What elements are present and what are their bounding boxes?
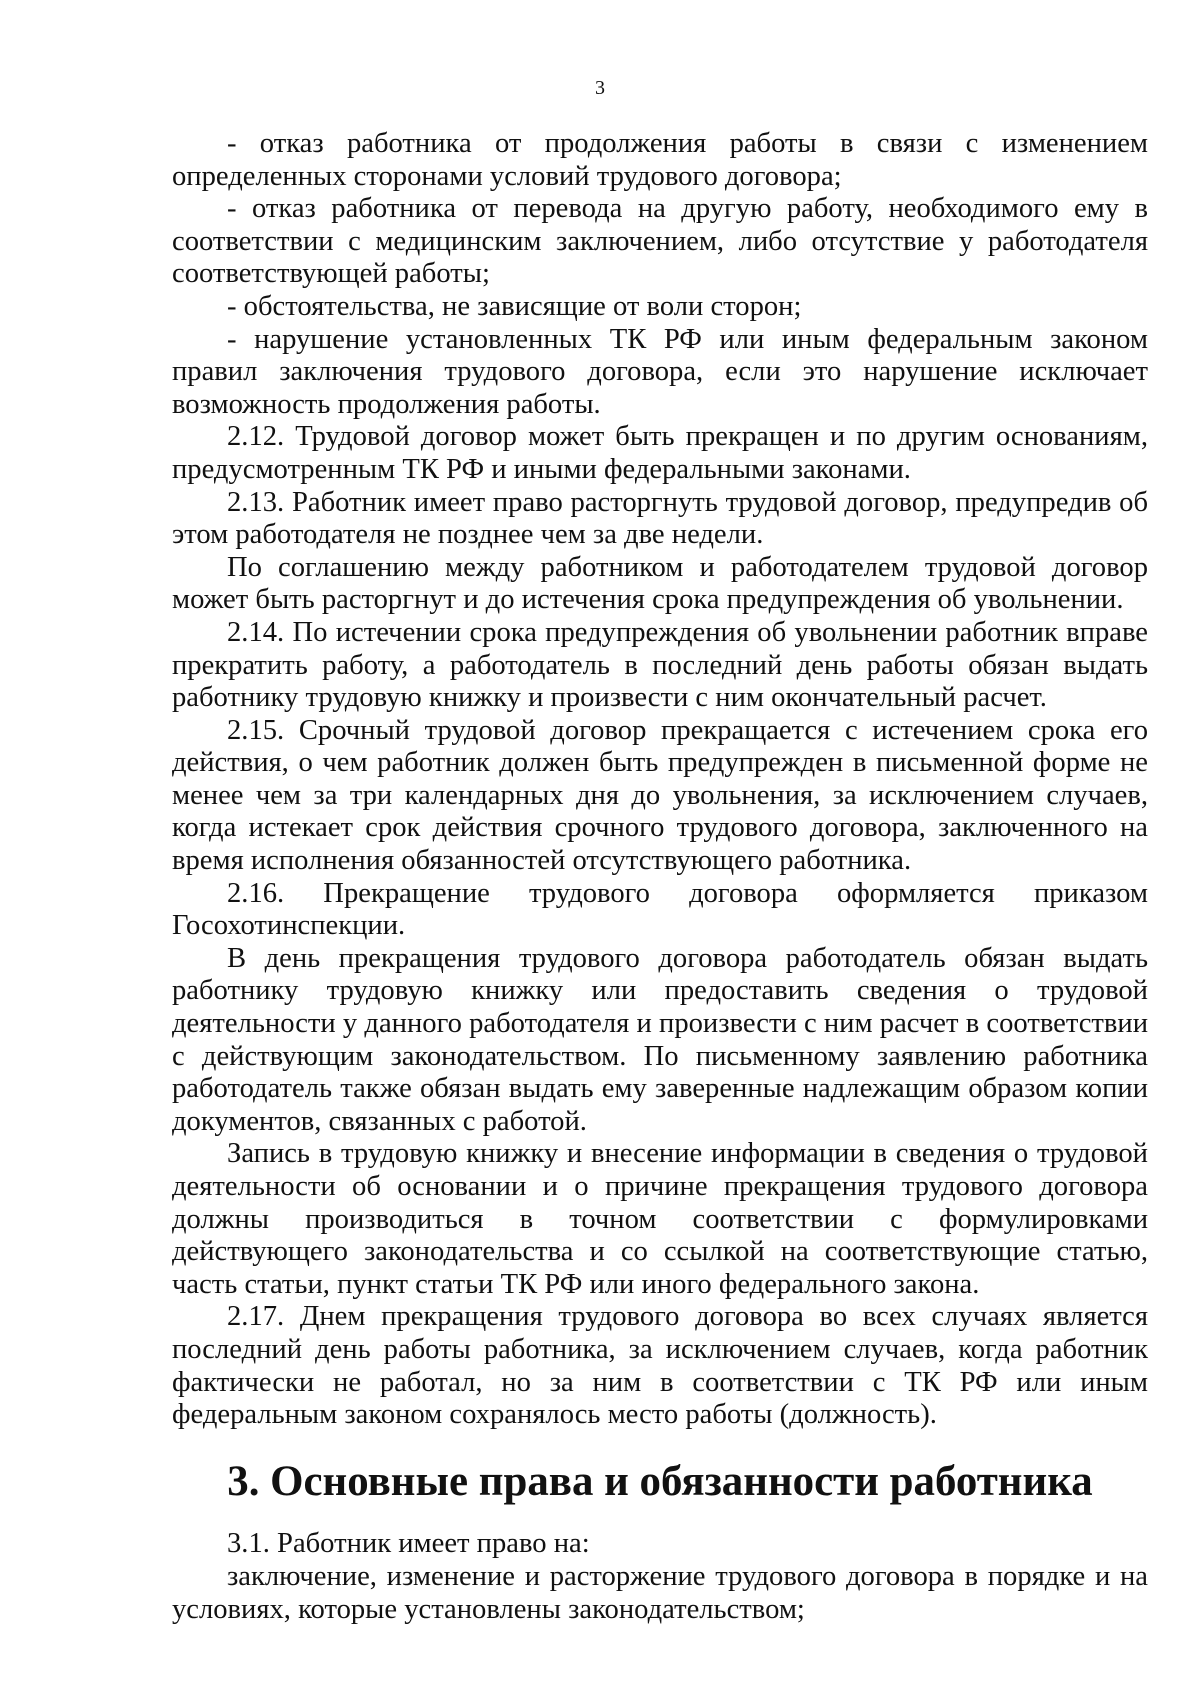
paragraph: - отказ работника от продолжения работы в связи с изменением определенных сторонами условий трудового договора; [172,128,1148,192]
paragraph-2-14: 2.14. По истечении срока предупреждения об увольнении работник вправе прекратить работу, а работодатель в последний день работы обязан выдать работнику трудовую книжку и произвести с ним окончательный расчет. [172,616,1148,714]
paragraph: По соглашению между работником и работодателем трудовой договор может быть расторгнут и до истечения срока предупреждения об увольнении. [172,551,1148,616]
paragraph: - нарушение установленных ТК РФ или иным федеральным законом правил заключения трудового договора, если это нарушение исключает возможность продолжения работы. [172,323,1148,420]
paragraph: - отказ работника от перевода на другую работу, необходимого ему в соответствии с медицинским заключением, либо отсутствие у работодателя соответствующей работы; [172,193,1148,290]
paragraph: - обстоятельства, не зависящие от воли сторон; [227,290,802,322]
document-body [172,128,1148,1626]
page-number: 3 [595,77,605,99]
paragraph: заключение, изменение и расторжение трудового договора в порядке и на условиях, которые установлены законодательством; [172,1560,1148,1625]
paragraph-2-15: 2.15. Срочный трудовой договор прекращается с истечением срока его действия, о чем работник должен быть предупрежден в письменной форме не менее чем за три календарных дня до увольнения, за исключением случаев, когда истекает срок действия срочного трудового договора, заключенного на время исполнения обязанностей отсутствующего работника. [172,714,1148,877]
paragraph-3-1: 3.1. Работник имеет право на: [227,1528,590,1560]
section-heading: 3. Основные права и обязанности работника [227,1457,1093,1505]
paragraph-2-12: 2.12. Трудовой договор может быть прекращен и по другим основаниям, предусмотренным ТК РФ и иными федеральными законами. [172,421,1148,485]
paragraph-2-17: 2.17. Днем прекращения трудового договора во всех случаях является последний день работы работника, за исключением случаев, когда работник фактически не работал, но за ним в соответствии с ТК РФ или иным федеральным законом сохранялось место работы (должность). [172,1301,1148,1431]
paragraph-2-16: 2.16. Прекращение трудового договора оформляется приказом Госохотинспекции. [172,877,1148,942]
paragraph: В день прекращения трудового договора работодатель обязан выдать работнику трудовую книжку или предоставить сведения о трудовой деятельности у данного работодателя и произвести с ним расчет в соответствии с действующим законодательством. По письменному заявлению работника работодатель также обязан выдать ему заверенные надлежащим образом копии документов, связанных с работой. [172,942,1148,1137]
paragraph: Запись в трудовую книжку и внесение информации в сведения о трудовой деятельности об основании и о причине прекращения трудового договора должны производиться в точном соответствии с формулировками действующего законодательства и со ссылкой на соответствующие статью, часть статьи, пункт статьи ТК РФ или иного федерального закона. [172,1138,1148,1300]
paragraph-2-13: 2.13. Работник имеет право расторгнуть трудовой договор, предупредив об этом работодателя не позднее чем за две недели. [172,486,1148,551]
